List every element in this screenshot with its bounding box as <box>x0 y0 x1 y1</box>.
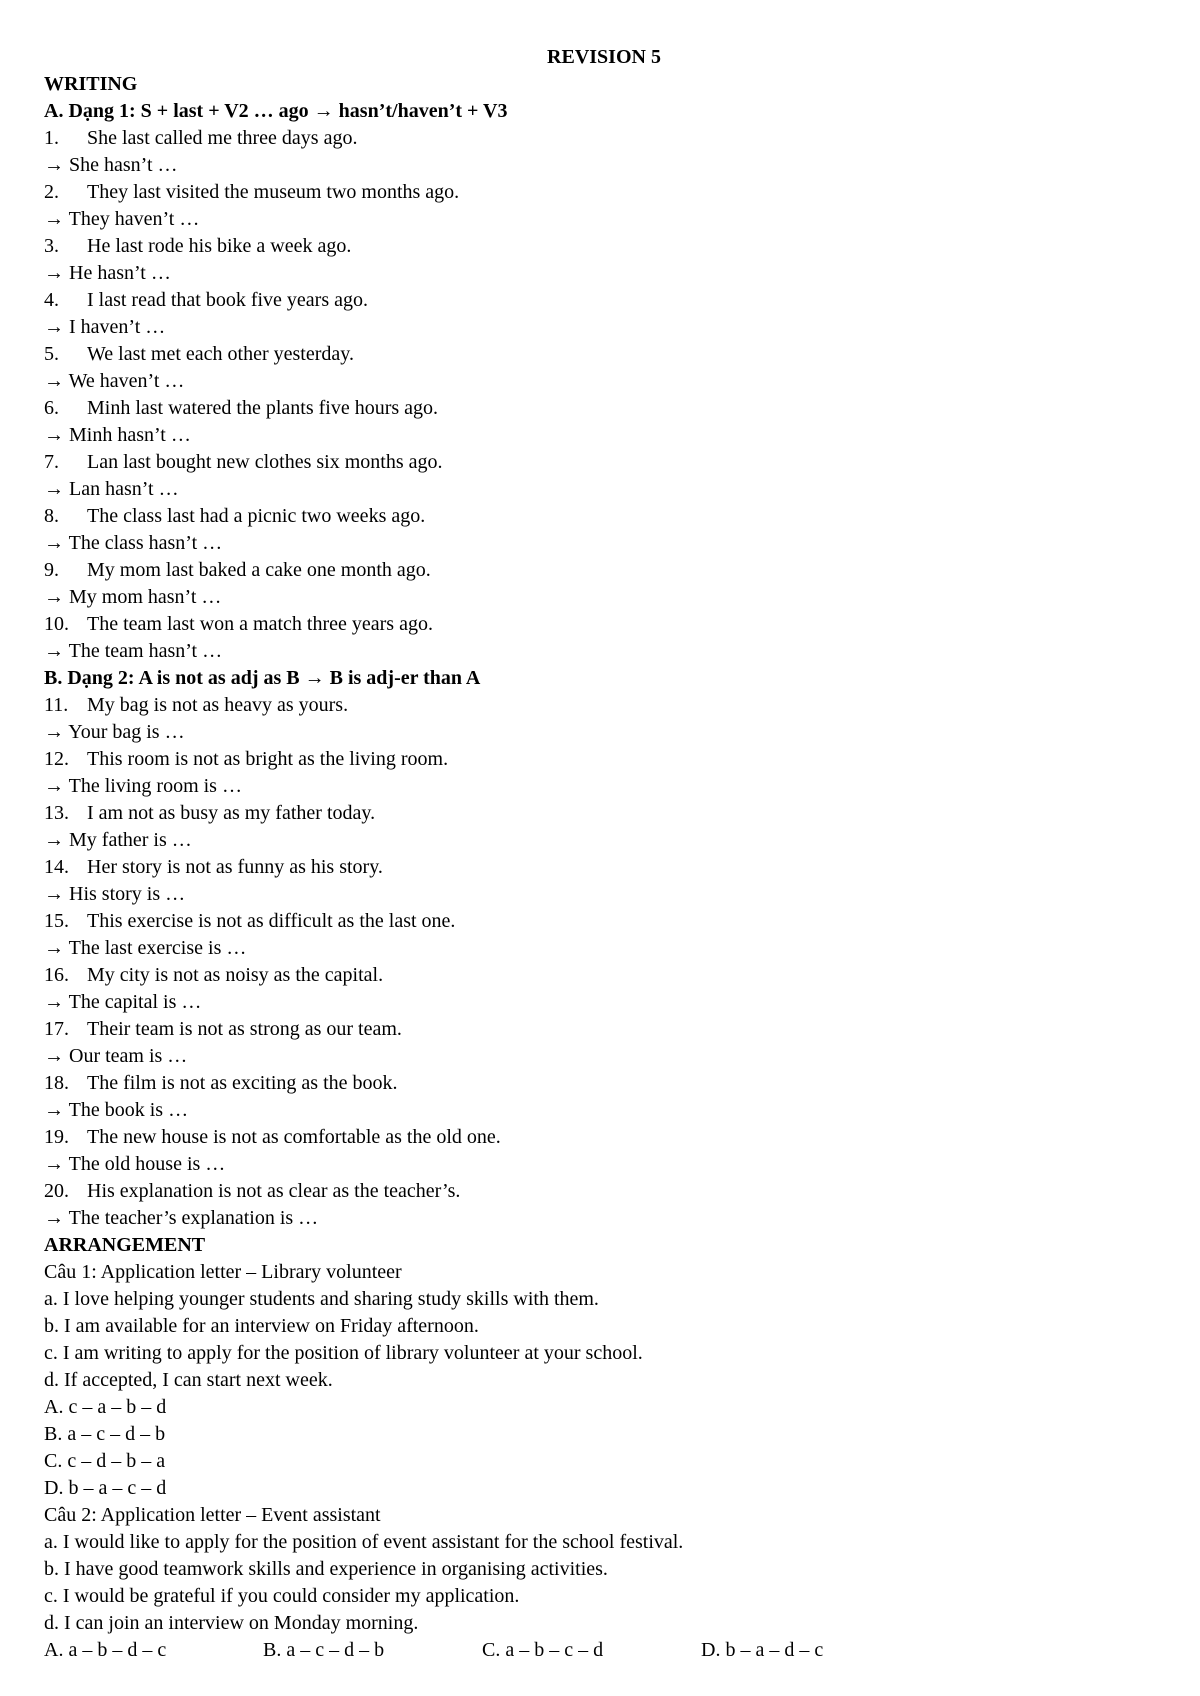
question-item <box>44 962 1154 989</box>
answer-prompt: → They haven’t … <box>44 208 200 230</box>
answer-prompt: → The old house is … <box>44 1153 226 1175</box>
question-number: 1. <box>44 127 59 149</box>
cau1-line-a: a. I love helping younger students and sharing study skills with them. <box>44 1288 599 1310</box>
question-text: He last rode his bike a week ago. <box>87 235 352 257</box>
answer-prompt: → Our team is … <box>44 1045 188 1067</box>
question-item <box>44 287 1154 314</box>
question-item <box>44 341 1154 368</box>
cau1-option-a: A. c – a – b – d <box>44 1396 167 1418</box>
question-item <box>44 908 1154 935</box>
section-b-heading: B. Dạng 2: A is not as adj as B → B is adj-er than A <box>44 667 481 689</box>
question-text: The class last had a picnic two weeks ago. <box>87 505 426 527</box>
cau2-option-d: D. b – a – d – c <box>701 1639 824 1661</box>
question-item <box>44 854 1154 881</box>
question-number: 15. <box>44 910 69 932</box>
question-text: The team last won a match three years ago. <box>87 613 433 635</box>
question-text: The film is not as exciting as the book. <box>87 1072 398 1094</box>
question-item <box>44 233 1154 260</box>
question-item <box>44 611 1154 638</box>
cau2-line-b: b. I have good teamwork skills and experience in organising activities. <box>44 1558 608 1580</box>
question-item <box>44 1016 1154 1043</box>
question-item <box>44 746 1154 773</box>
question-text: My mom last baked a cake one month ago. <box>87 559 431 581</box>
question-text: His explanation is not as clear as the teacher’s. <box>87 1180 461 1202</box>
question-text: She last called me three days ago. <box>87 127 358 149</box>
question-item <box>44 800 1154 827</box>
question-number: 20. <box>44 1180 69 1202</box>
answer-prompt: → Lan hasn’t … <box>44 478 179 500</box>
cau1-title: Câu 1: Application letter – Library volunteer <box>44 1261 402 1283</box>
answer-prompt: → The last exercise is … <box>44 937 247 959</box>
document-page <box>44 44 1154 1664</box>
question-item <box>44 692 1154 719</box>
question-number: 14. <box>44 856 69 878</box>
question-text: This room is not as bright as the living room. <box>87 748 449 770</box>
answer-prompt: → Minh hasn’t … <box>44 424 191 446</box>
answer-prompt: → Your bag is … <box>44 721 185 743</box>
question-number: 2. <box>44 181 59 203</box>
cau2-options <box>44 1637 1154 1664</box>
writing-heading: WRITING <box>44 73 138 95</box>
arrangement-heading: ARRANGEMENT <box>44 1234 206 1256</box>
question-number: 11. <box>44 694 69 716</box>
question-number: 9. <box>44 559 59 581</box>
cau2-option-b: B. a – c – d – b <box>263 1639 385 1661</box>
question-text: We last met each other yesterday. <box>87 343 354 365</box>
cau2-option-a: A. a – b – d – c <box>44 1639 167 1661</box>
question-number: 3. <box>44 235 59 257</box>
question-item <box>44 1124 1154 1151</box>
cau1-option-b: B. a – c – d – b <box>44 1423 166 1445</box>
answer-prompt: → The class hasn’t … <box>44 532 223 554</box>
answer-prompt: → He hasn’t … <box>44 262 171 284</box>
answer-prompt: → My father is … <box>44 829 192 851</box>
answer-prompt: → The team hasn’t … <box>44 640 223 662</box>
question-number: 8. <box>44 505 59 527</box>
question-number: 16. <box>44 964 69 986</box>
question-text: I last read that book five years ago. <box>87 289 369 311</box>
question-number: 12. <box>44 748 69 770</box>
question-number: 17. <box>44 1018 69 1040</box>
question-text: My city is not as noisy as the capital. <box>87 964 384 986</box>
cau2-line-c: c. I would be grateful if you could consider my application. <box>44 1585 520 1607</box>
answer-prompt: → I haven’t … <box>44 316 166 338</box>
question-number: 4. <box>44 289 59 311</box>
question-number: 5. <box>44 343 59 365</box>
answer-prompt: → The book is … <box>44 1099 189 1121</box>
question-text: The new house is not as comfortable as the old one. <box>87 1126 501 1148</box>
page-title: REVISION 5 <box>547 46 661 68</box>
cau1-line-d: d. If accepted, I can start next week. <box>44 1369 333 1391</box>
section-a-heading: A. Dạng 1: S + last + V2 … ago → hasn’t/haven’t + V3 <box>44 100 508 122</box>
question-number: 19. <box>44 1126 69 1148</box>
question-item <box>44 395 1154 422</box>
section-a-list <box>44 125 1154 665</box>
answer-prompt: → The living room is … <box>44 775 242 797</box>
answer-prompt: → My mom hasn’t … <box>44 586 222 608</box>
answer-prompt: → The capital is … <box>44 991 202 1013</box>
answer-prompt: → The teacher’s explanation is … <box>44 1207 319 1229</box>
question-text: I am not as busy as my father today. <box>87 802 376 824</box>
question-number: 6. <box>44 397 59 419</box>
answer-prompt: → We haven’t … <box>44 370 185 392</box>
question-item <box>44 125 1154 152</box>
cau1-option-c: C. c – d – b – a <box>44 1450 166 1472</box>
question-number: 13. <box>44 802 69 824</box>
question-item <box>44 1178 1154 1205</box>
question-item <box>44 1070 1154 1097</box>
question-number: 18. <box>44 1072 69 1094</box>
cau1-option-d: D. b – a – c – d <box>44 1477 167 1499</box>
question-number: 10. <box>44 613 69 635</box>
question-text: Lan last bought new clothes six months ago. <box>87 451 443 473</box>
question-text: Minh last watered the plants five hours ago. <box>87 397 439 419</box>
cau1-line-b: b. I am available for an interview on Friday afternoon. <box>44 1315 479 1337</box>
question-item <box>44 449 1154 476</box>
section-b-list <box>44 692 1154 1232</box>
question-text: My bag is not as heavy as yours. <box>87 694 349 716</box>
cau2-line-d: d. I can join an interview on Monday morning. <box>44 1612 419 1634</box>
cau1-line-c: c. I am writing to apply for the position of library volunteer at your school. <box>44 1342 643 1364</box>
question-number: 7. <box>44 451 59 473</box>
cau2-line-a: a. I would like to apply for the position of event assistant for the school festival. <box>44 1531 684 1553</box>
question-item <box>44 557 1154 584</box>
answer-prompt: → She hasn’t … <box>44 154 178 176</box>
question-text: They last visited the museum two months ago. <box>87 181 460 203</box>
question-text: This exercise is not as difficult as the last one. <box>87 910 456 932</box>
cau2-title: Câu 2: Application letter – Event assistant <box>44 1504 381 1526</box>
question-text: Her story is not as funny as his story. <box>87 856 383 878</box>
cau2-option-c: C. a – b – c – d <box>482 1639 604 1661</box>
question-item <box>44 179 1154 206</box>
question-text: Their team is not as strong as our team. <box>87 1018 402 1040</box>
answer-prompt: → His story is … <box>44 883 186 905</box>
question-item <box>44 503 1154 530</box>
